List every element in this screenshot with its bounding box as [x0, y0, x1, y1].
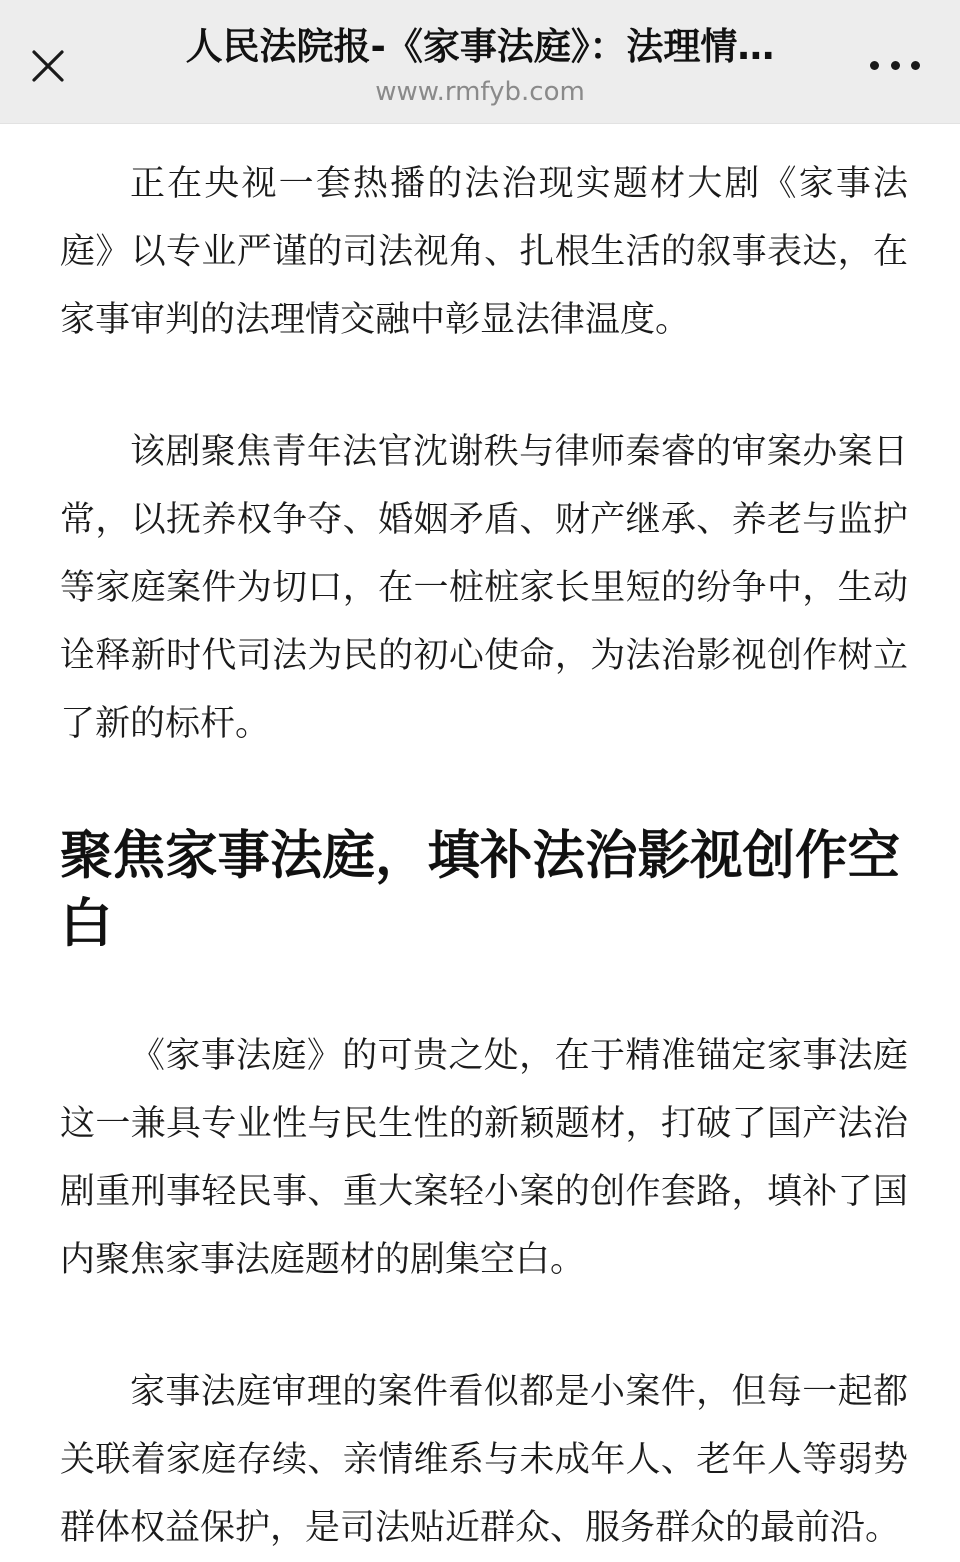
article-body — [60, 150, 908, 1562]
more-button[interactable] — [870, 52, 920, 78]
article-paragraph-1: 正在央视一套热播的法治现实题材大剧《家事法庭》以专业严谨的司法视角、扎根生活的叙事表达，在家事审判的法理情交融中彰显法律温度。 — [60, 164, 908, 340]
browser-header — [0, 0, 960, 124]
more-icon — [891, 61, 900, 70]
close-button[interactable] — [22, 36, 74, 96]
page-url: www.rmfyb.com — [375, 77, 585, 107]
article-paragraph-4: 家事法庭审理的案件看似都是小案件，但每一起都关联着家庭存续、亲情维系与未成年人、老年人等弱势群体权益保护，是司法贴近群众、服务群众的最前沿。 — [60, 1372, 908, 1548]
article-paragraph-3: 《家事法庭》的可贵之处，在于精准锚定家事法庭这一兼具专业性与民生性的新颖题材，打破了国产法治剧重刑事轻民事、重大案轻小案的创作套路，填补了国内聚焦家事法庭题材的剧集空白。 — [60, 1036, 908, 1280]
article-paragraph-2: 该剧聚焦青年法官沈谢秩与律师秦睿的审案办案日常，以抚养权争夺、婚姻矛盾、财产继承、养老与监护等家庭案件为切口，在一桩桩家长里短的纷争中，生动诠释新时代司法为民的初心使命，为法治影视创作树立了新的标杆。 — [60, 432, 908, 744]
header-title-block — [120, 22, 840, 110]
more-icon — [911, 61, 920, 70]
more-icon — [870, 61, 879, 70]
page-title: 人民法院报-《家事法庭》：法理情… — [185, 25, 775, 68]
close-icon — [28, 46, 68, 86]
section-heading: 聚焦家事法庭，填补法治影视创作空白 — [60, 825, 901, 954]
